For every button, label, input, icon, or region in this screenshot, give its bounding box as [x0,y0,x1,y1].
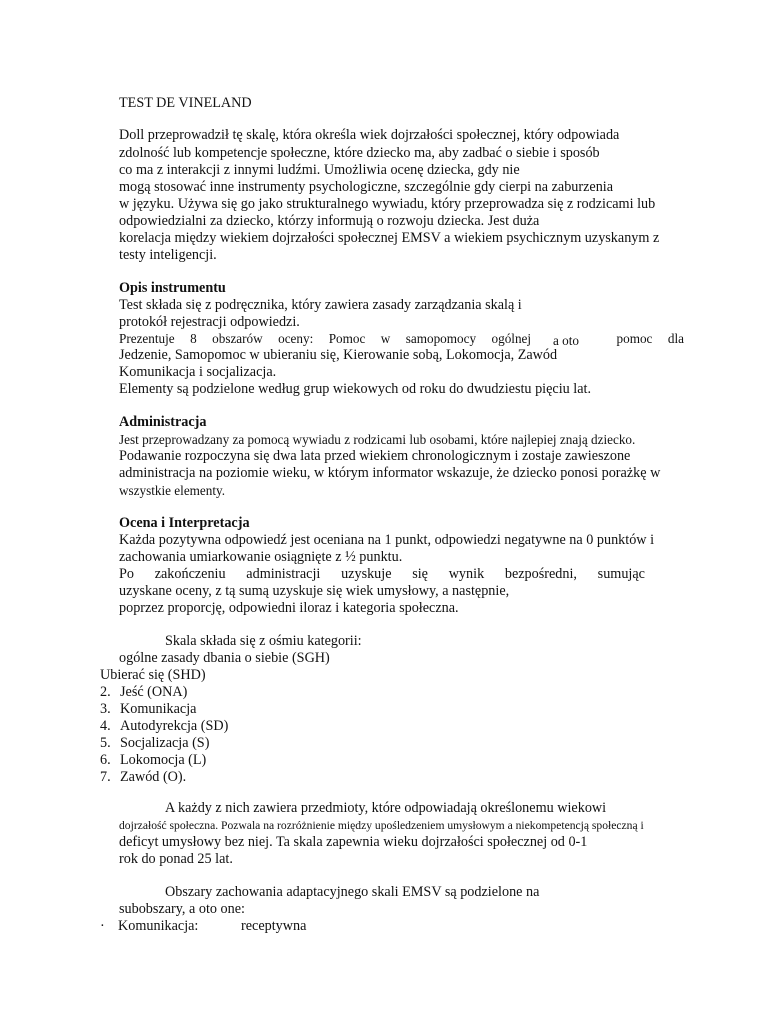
list-item [100,701,196,718]
list-item [100,752,206,769]
list-text: Komunikacja [120,701,197,717]
administracja-line-3: administracja na poziomie wieku, w którym informator wskazuje, że dziecko ponosi porażkę w [119,465,661,481]
list-number: 4. [100,718,111,734]
intro-line-6: odpowiedzialni za dziecko, którzy informują o rozwoju dziecka. Jest duża [119,213,540,229]
word: Po [119,566,134,582]
opis-line-2: protokół rejestracji odpowiedzi. [119,314,300,330]
list-item [100,718,228,735]
list-item [100,735,209,752]
word: się [412,566,428,582]
word: w [380,331,391,346]
intro-line-3: co ma z interakcji z innymi ludźmi. Umożliwia ocenę dziecka, gdy nie [119,162,520,178]
skala-sgh: ogólne zasady dbania o siebie (SGH) [119,650,330,666]
list-text: Autodyrekcja (SD) [120,718,229,734]
kazdy-line-3: deficyt umysłowy bez niej. Ta skala zapewnia wieku dojrzałości społecznej od 0-1 [119,834,588,850]
list-number: 6. [100,752,111,768]
section-heading-opis: Opis instrumentu [119,280,226,296]
list-number: 5. [100,735,111,751]
skala-shd: Ubierać się (SHD) [100,667,206,683]
administracja-line-1: Jest przeprowadzany za pomocą wywiadu z rodzicami lub osobami, które najlepiej znają dziecko. [119,432,636,447]
opis-areas-line [119,330,684,347]
word: pomoc [616,331,653,346]
obszary-line-2: subobszary, a oto one: [119,901,245,917]
intro-line-7: korelacja między wiekiem dojrzałości społecznej EMSV a wiekiem psychicznym uzyskanym z [119,230,660,246]
intro-line-1: Doll przeprowadził tę skalę, która określa wiek dojrzałości społecznej, który odpowiada [119,127,620,143]
kazdy-line-2: dojrzałość społeczna. Pozwala na rozróżnienie między upośledzeniem umysłowym a niekompetencją społeczną i [119,819,644,832]
administracja-line-4: wszystkie elementy. [119,483,226,498]
intro-line-5: w języku. Używa się go jako strukturalnego wywiadu, który przeprowadza się z rodzicami lub [119,196,656,212]
list-number: 7. [100,769,111,785]
document-title: TEST DE VINELAND [119,95,252,111]
word: administracji [246,566,321,582]
opis-line-5: Komunikacja i socjalizacja. [119,364,277,380]
obszary-line-1: Obszary zachowania adaptacyjnego skali EMSV są podzielone na [165,884,540,900]
bullet-icon: · [100,918,105,934]
list-text: Zawód (O). [120,769,187,785]
list-number: 2. [100,684,111,700]
word: Prezentuje [119,331,175,346]
opis-areas-overlay: a oto [553,333,580,348]
word: bezpośredni, [504,566,577,582]
skala-intro: Skala składa się z ośmiu kategorii: [165,633,362,649]
list-text: Jeść (ONA) [120,684,188,700]
word: Pomoc [328,331,366,346]
word: 8 [190,331,197,346]
intro-line-8: testy inteligencji. [119,247,217,263]
list-text: Socjalizacja (S) [120,735,210,751]
word: oceny: [278,331,314,346]
ocena-line-2: zachowania umiarkowanie osiągnięte z ½ punktu. [119,549,403,565]
word: obszarów [212,331,263,346]
obszary-item-value: receptywna [241,918,307,934]
word: samopomocy [405,331,477,346]
word: uzyskuje [341,566,392,582]
ocena-line-3 [119,566,645,583]
administracja-line-2: Podawanie rozpoczyna się dwa lata przed wiekiem chronologicznym i zostaje zawieszone [119,448,631,464]
word: wynik [448,566,485,582]
list-item [100,769,186,786]
word: zakończeniu [154,566,226,582]
list-text: Lokomocja (L) [120,752,207,768]
kazdy-line-1: A każdy z nich zawiera przedmioty, które odpowiadają określonemu wiekowi [165,800,607,816]
intro-line-2: zdolność lub kompetencje społeczne, które dziecko ma, aby zadbać o siebie i sposób [119,145,600,161]
word: sumując [597,566,645,582]
word: dla [667,331,684,346]
list-item [100,684,187,701]
opis-line-6: Elementy są podzielone według grup wiekowych od roku do dwudziestu pięciu lat. [119,381,592,397]
intro-line-4: mogą stosować inne instrumenty psychologiczne, szczególnie gdy cierpi na zaburzenia [119,179,614,195]
ocena-line-1: Każda pozytywna odpowiedź jest oceniana na 1 punkt, odpowiedzi negatywne na 0 punktów i [119,532,655,548]
ocena-line-4: uzyskane oceny, z tą sumą uzyskuje się wiek umysłowy, a następnie, [119,583,510,599]
kazdy-line-4: rok do ponad 25 lat. [119,851,233,867]
word: ogólnej [491,331,532,346]
section-heading-administracja: Administracja [119,414,207,430]
opis-line-4: Jedzenie, Samopomoc w ubieraniu się, Kierowanie sobą, Lokomocja, Zawód [119,347,558,363]
section-heading-ocena: Ocena i Interpretacja [119,515,250,531]
ocena-line-5: poprzez proporcję, odpowiedni iloraz i kategoria społeczna. [119,600,459,616]
opis-line-1: Test składa się z podręcznika, który zawiera zasady zarządzania skalą i [119,297,522,313]
list-number: 3. [100,701,111,717]
obszary-item-label: Komunikacja: [118,918,199,934]
